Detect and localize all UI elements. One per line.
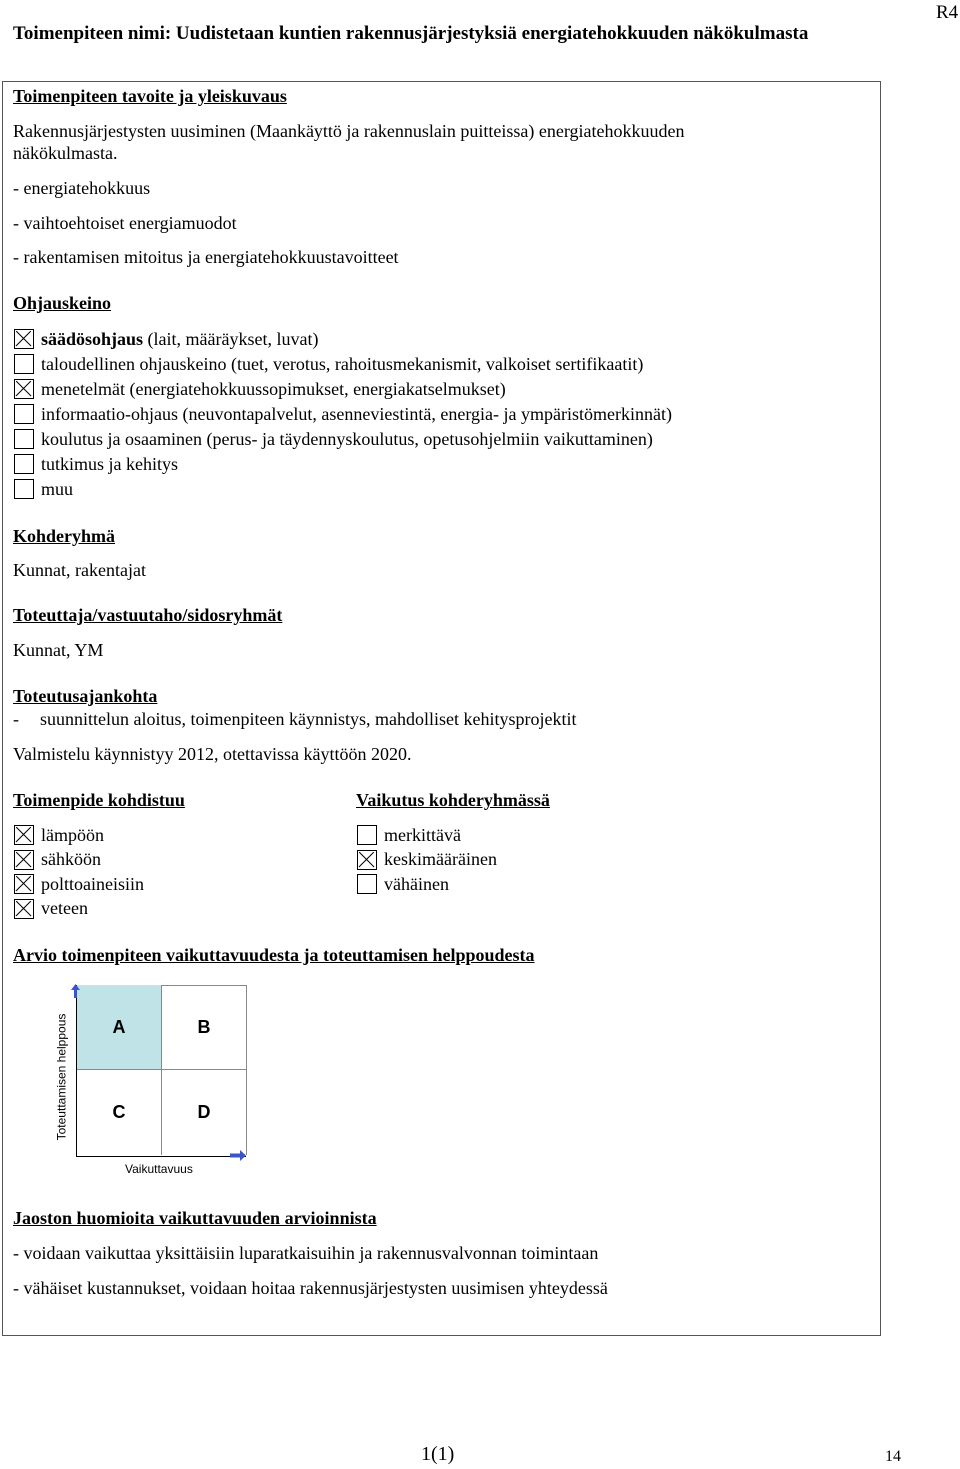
page-indicator: 1(1) [421, 1443, 455, 1465]
y-axis-label: Toteuttamisen helppous [54, 1013, 69, 1141]
checkbox-checked-icon[interactable] [14, 825, 34, 845]
steering-option-label-text: taloudellinen ohjauskeino (tuet, verotus, rahoitusmekanismit, valkoiset sertifikaatit) [41, 353, 644, 374]
checkbox-unchecked-icon[interactable] [357, 825, 377, 845]
checkbox-unchecked-icon[interactable] [14, 479, 34, 499]
steering-option-label [41, 429, 653, 450]
focus-heading: Toimenpide kohdistuu [13, 790, 185, 810]
y-axis-arrow-icon [71, 984, 80, 998]
goal-bullet: - energiatehokkuus [13, 178, 151, 198]
matrix-cell-d: D [162, 1070, 247, 1155]
focus-option-label [41, 874, 144, 895]
focus-option-label-text: polttoaineisiin [41, 873, 144, 894]
matrix-cell-b: B [162, 985, 247, 1070]
impact-option-label [384, 874, 449, 895]
remarks-item: - vähäiset kustannukset, voidaan hoitaa rakennusjärjestysten uusimisen yhteydessä [13, 1278, 608, 1298]
steering-option[interactable] [14, 378, 506, 400]
page-number: 14 [885, 1448, 901, 1465]
steering-option-label-bold: säädösohjaus [41, 328, 144, 349]
assessment-matrix [76, 985, 246, 1157]
goal-bullet: - vaihtoehtoiset energiamuodot [13, 213, 237, 233]
impact-heading: Vaikutus kohderyhmässä [356, 790, 550, 810]
focus-option[interactable] [14, 824, 104, 846]
timing-dash: - [13, 709, 19, 729]
document-title: Toimenpiteen nimi: Uudistetaan kuntien rakennusjärjestyksiä energiatehokkuuden näkökulmasta [13, 23, 809, 44]
implementer-text: Kunnat, YM [13, 640, 104, 660]
steering-option[interactable] [14, 428, 653, 450]
target-heading: Kohderyhmä [13, 526, 116, 546]
steering-option-label-text: tutkimus ja kehitys [41, 453, 178, 474]
checkbox-unchecked-icon[interactable] [14, 454, 34, 474]
goal-heading: Toimenpiteen tavoite ja yleiskuvaus [13, 86, 287, 106]
steering-option-label [41, 354, 643, 375]
impact-option[interactable] [357, 849, 497, 871]
steering-option[interactable] [14, 328, 318, 350]
timing-text: Valmistelu käynnistyy 2012, otettavissa käyttöön 2020. [13, 744, 412, 764]
x-axis-label: Vaikuttavuus [125, 1162, 193, 1176]
impact-option-label [384, 849, 497, 870]
impact-option-label-text: keskimääräinen [384, 849, 497, 869]
focus-option[interactable] [14, 873, 144, 895]
steering-option-label-text: (lait, määräykset, luvat) [143, 328, 319, 349]
checkbox-unchecked-icon[interactable] [14, 404, 34, 424]
steering-option-label-text: koulutus ja osaaminen (perus- ja täydennyskoulutus, opetusohjelmiin vaikuttaminen) [41, 428, 653, 449]
implementer-heading: Toteuttaja/vastuutaho/sidosryhmät [13, 605, 283, 625]
focus-option[interactable] [14, 898, 88, 920]
matrix-cell-c: C [77, 1070, 162, 1155]
steering-option-label [41, 404, 672, 425]
document-code: R4 [936, 2, 959, 23]
focus-option-label [41, 898, 88, 919]
checkbox-checked-icon[interactable] [14, 329, 34, 349]
goal-text-line2: näkökulmasta. [13, 143, 118, 163]
matrix-cell-a: A [77, 985, 162, 1070]
steering-option[interactable] [14, 478, 73, 500]
checkbox-unchecked-icon[interactable] [14, 354, 34, 374]
steering-option[interactable] [14, 453, 178, 475]
steering-option-label [41, 329, 318, 350]
target-text: Kunnat, rakentajat [13, 560, 146, 580]
goal-bullet: - rakentamisen mitoitus ja energiatehokkuustavoitteet [13, 247, 399, 267]
impact-option-label-text: merkittävä [384, 824, 461, 845]
timing-heading: Toteutusajankohta [13, 686, 158, 706]
focus-option[interactable] [14, 849, 101, 871]
checkbox-checked-icon[interactable] [14, 379, 34, 399]
remarks-heading: Jaoston huomioita vaikuttavuuden arvioinnista [13, 1208, 377, 1228]
steering-option-label [41, 379, 506, 400]
checkbox-unchecked-icon[interactable] [14, 429, 34, 449]
impact-option[interactable] [357, 873, 449, 895]
checkbox-checked-icon[interactable] [14, 850, 34, 870]
steering-option-label [41, 454, 178, 475]
assessment-heading: Arvio toimenpiteen vaikuttavuudesta ja toteuttamisen helppoudesta [13, 945, 535, 965]
remarks-item: - voidaan vaikuttaa yksittäisiin luparatkaisuihin ja rakennusvalvonnan toimintaan [13, 1243, 599, 1263]
timing-bullet: suunnittelun aloitus, toimenpiteen käynnistys, mahdolliset kehitysprojektit [40, 709, 577, 729]
focus-option-label [41, 849, 101, 870]
checkbox-unchecked-icon[interactable] [357, 874, 377, 894]
steering-option[interactable] [14, 353, 643, 375]
focus-option-label-text: veteen [41, 898, 88, 918]
goal-text-line1: Rakennusjärjestysten uusiminen (Maankäyttö ja rakennuslain puitteissa) energiatehokkuuden [13, 121, 685, 141]
steering-option[interactable] [14, 403, 672, 425]
x-axis-arrow-icon [230, 1150, 246, 1161]
steering-option-label-text: menetelmät (energiatehokkuussopimukset, energiakatselmukset) [41, 378, 506, 399]
focus-option-label [41, 825, 104, 846]
checkbox-checked-icon[interactable] [14, 899, 34, 919]
impact-option[interactable] [357, 824, 461, 846]
checkbox-checked-icon[interactable] [14, 874, 34, 894]
focus-option-label-text: lämpöön [41, 824, 104, 845]
steering-heading: Ohjauskeino [13, 293, 112, 313]
impact-option-label [384, 825, 461, 846]
focus-option-label-text: sähköön [41, 849, 101, 869]
steering-option-label-text: muu [41, 478, 74, 499]
steering-option-label [41, 479, 73, 500]
steering-option-label-text: informaatio-ohjaus (neuvontapalvelut, asenneviestintä, energia- ja ympäristömerkinnät) [41, 403, 672, 424]
impact-option-label-text: vähäinen [384, 873, 449, 894]
checkbox-checked-icon[interactable] [357, 850, 377, 870]
